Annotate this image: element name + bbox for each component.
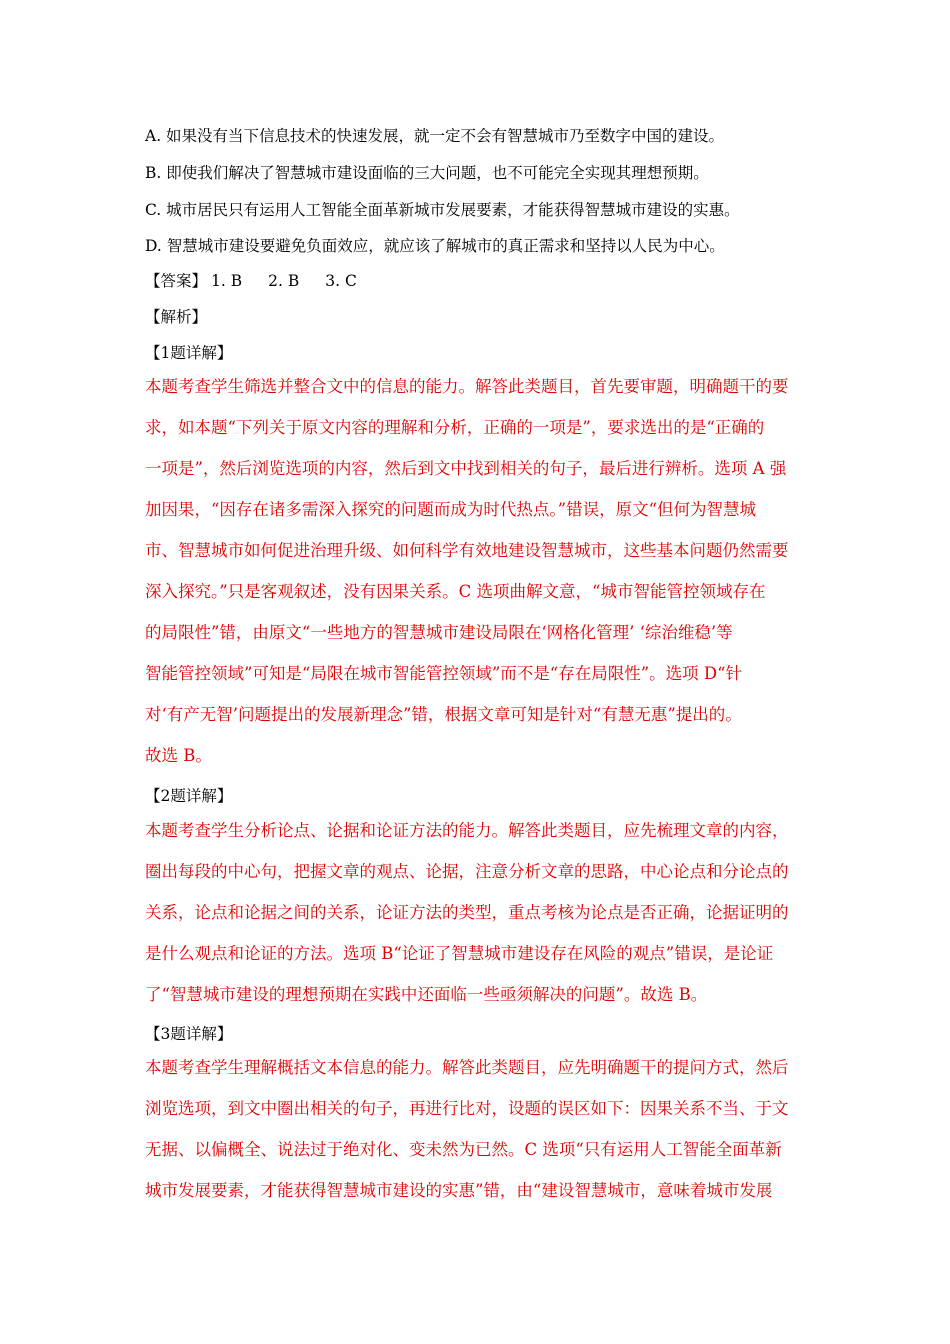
q1-line: 加因果，“因存在诸多需深入探究的问题而成为时代热点。”错误，原文“但何为智慧城 [145, 500, 757, 519]
q1-explanation [145, 366, 815, 776]
q1-line: 故选 B。 [145, 746, 212, 765]
q3-line: 本题考查学生理解概括文本信息的能力。解答此类题目，应先明确题干的提问方式，然后 [145, 1058, 789, 1077]
q1-line: 的局限性”错，由原文“一些地方的智慧城市建设局限在‘网格化管理’ ‘综治维稳’等 [145, 623, 733, 642]
q2-line: 了“智慧城市建设的理想预期在实践中还面临一些亟须解决的问题”。故选 B。 [145, 985, 708, 1004]
option-a: A. 如果没有当下信息技术的快速发展，就一定不会有智慧城市乃至数字中国的建设。 [145, 127, 725, 145]
answer-3: 3. C [325, 272, 357, 290]
q2-line: 是什么观点和论证的方法。选项 B“论证了智慧城市建设存在风险的观点”错误，是论证 [145, 944, 774, 963]
q2-heading: 【2题详解】 [145, 787, 233, 805]
q1-line: 市、智慧城市如何促进治理升级、如何科学有效地建设智慧城市，这些基本问题仍然需要 [145, 541, 789, 560]
answer-1: 1. B [211, 272, 243, 290]
answer-label: 【答案】 [145, 272, 208, 290]
answer-line [145, 271, 357, 291]
option-b: B. 即使我们解决了智慧城市建设面临的三大问题，也不可能完全实现其理想预期。 [145, 164, 709, 182]
q2-explanation [145, 810, 815, 1015]
option-d: D. 智慧城市建设要避免负面效应，就应该了解城市的真正需求和坚持以人民为中心。 [145, 237, 725, 255]
q3-heading: 【3题详解】 [145, 1025, 233, 1043]
analysis-label: 【解析】 [145, 308, 208, 326]
q1-line: 深入探究。”只是客观叙述，没有因果关系。C 选项曲解文意，“城市智能管控领域存在 [145, 582, 766, 601]
q1-heading: 【1题详解】 [145, 344, 233, 362]
q1-line: 本题考查学生筛选并整合文中的信息的能力。解答此类题目，首先要审题，明确题干的要 [145, 377, 789, 396]
option-c: C. 城市居民只有运用人工智能全面革新城市发展要素，才能获得智慧城市建设的实惠。 [145, 201, 740, 219]
q2-line: 圈出每段的中心句，把握文章的观点、论据，注意分析文章的思路，中心论点和分论点的 [145, 862, 789, 881]
q1-line: 求，如本题“下列关于原文内容的理解和分析，正确的一项是”，要求选出的是“正确的 [145, 418, 765, 437]
q3-line: 城市发展要素，才能获得智慧城市建设的实惠”错，由“建设智慧城市，意味着城市发展 [145, 1181, 773, 1200]
q3-line: 浏览选项，到文中圈出相关的句子，再进行比对，设题的误区如下：因果关系不当、于文 [145, 1099, 789, 1118]
q1-line: 智能管控领域”可知是“局限在城市智能管控领域”而不是“存在局限性”。选项 D“针 [145, 664, 743, 683]
q3-explanation [145, 1047, 815, 1211]
q1-line: 对‘有产无智’问题提出的发展新理念”错，根据文章可知是针对“有慧无惠”提出的。 [145, 705, 742, 724]
q1-line: 一项是”，然后浏览选项的内容，然后到文中找到相关的句子，最后进行辨析。选项 A 强 [145, 459, 787, 478]
q3-line: 无据、以偏概全、说法过于绝对化、变未然为已然。C 选项“只有运用人工智能全面革新 [145, 1140, 782, 1159]
answer-2: 2. B [268, 272, 300, 290]
q2-line: 关系，论点和论据之间的关系，论证方法的类型，重点考核为论点是否正确，论据证明的 [145, 903, 789, 922]
q2-line: 本题考查学生分析论点、论据和论证方法的能力。解答此类题目，应先梳理文章的内容， [145, 821, 789, 840]
